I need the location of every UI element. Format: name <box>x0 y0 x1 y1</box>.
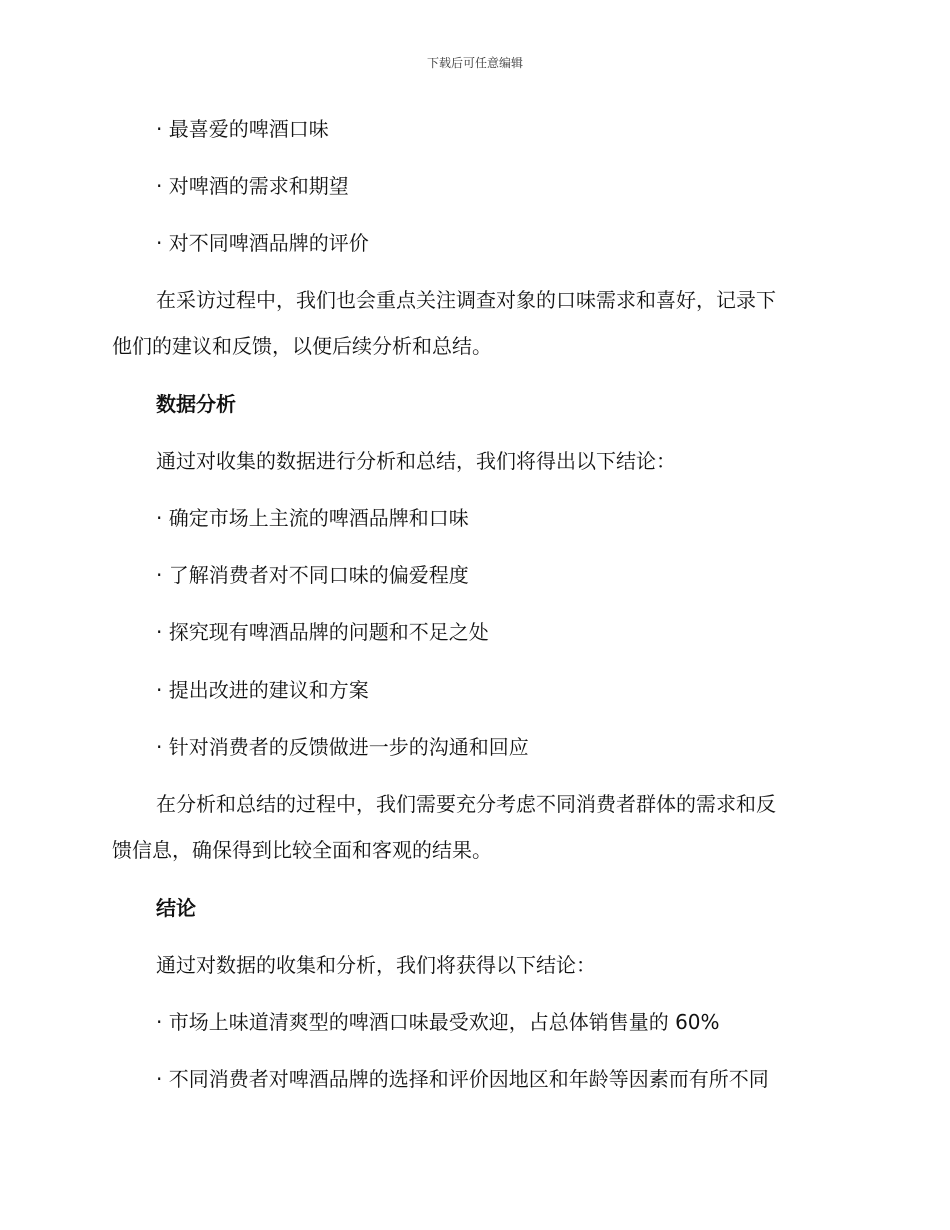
header-note: 下载后可任意编辑 <box>426 56 523 70</box>
paragraph-interview-line-2: 他们的建议和反馈，以便后续分析和总结。 <box>112 334 492 358</box>
bullet-needs-expectations: · 对啤酒的需求和期望 <box>156 174 349 198</box>
heading-data-analysis: 数据分析 <box>156 392 236 416</box>
bullet-flavor-preference: · 了解消费者对不同口味的偏爱程度 <box>156 563 469 587</box>
conclusion-intro: 通过对数据的收集和分析，我们将获得以下结论： <box>156 953 596 977</box>
bullet-mainstream-brands: · 确定市场上主流的啤酒品牌和口味 <box>156 506 469 530</box>
bullet-favorite-flavor: · 最喜爱的啤酒口味 <box>156 117 329 141</box>
heading-conclusion: 结论 <box>156 896 196 920</box>
bullet-improvement-suggestions: · 提出改进的建议和方案 <box>156 678 369 702</box>
paragraph-interview-line-1: 在采访过程中，我们也会重点关注调查对象的口味需求和喜好，记录下 <box>156 288 776 312</box>
paragraph-analysis-line-2: 馈信息，确保得到比较全面和客观的结果。 <box>112 838 492 862</box>
analysis-intro: 通过对收集的数据进行分析和总结，我们将得出以下结论： <box>156 449 676 473</box>
bullet-brand-problems: · 探究现有啤酒品牌的问题和不足之处 <box>156 620 489 644</box>
bullet-brand-choice-varies: · 不同消费者对啤酒品牌的选择和评价因地区和年龄等因素而有所不同 <box>156 1067 769 1091</box>
bullet-brand-evaluation: · 对不同啤酒品牌的评价 <box>156 231 369 255</box>
bullet-feedback-response: · 针对消费者的反馈做进一步的沟通和回应 <box>156 735 529 759</box>
paragraph-analysis-line-1: 在分析和总结的过程中，我们需要充分考虑不同消费者群体的需求和反 <box>156 792 776 816</box>
bullet-refreshing-flavor: · 市场上味道清爽型的啤酒口味最受欢迎，占总体销售量的 60% <box>156 1010 720 1034</box>
